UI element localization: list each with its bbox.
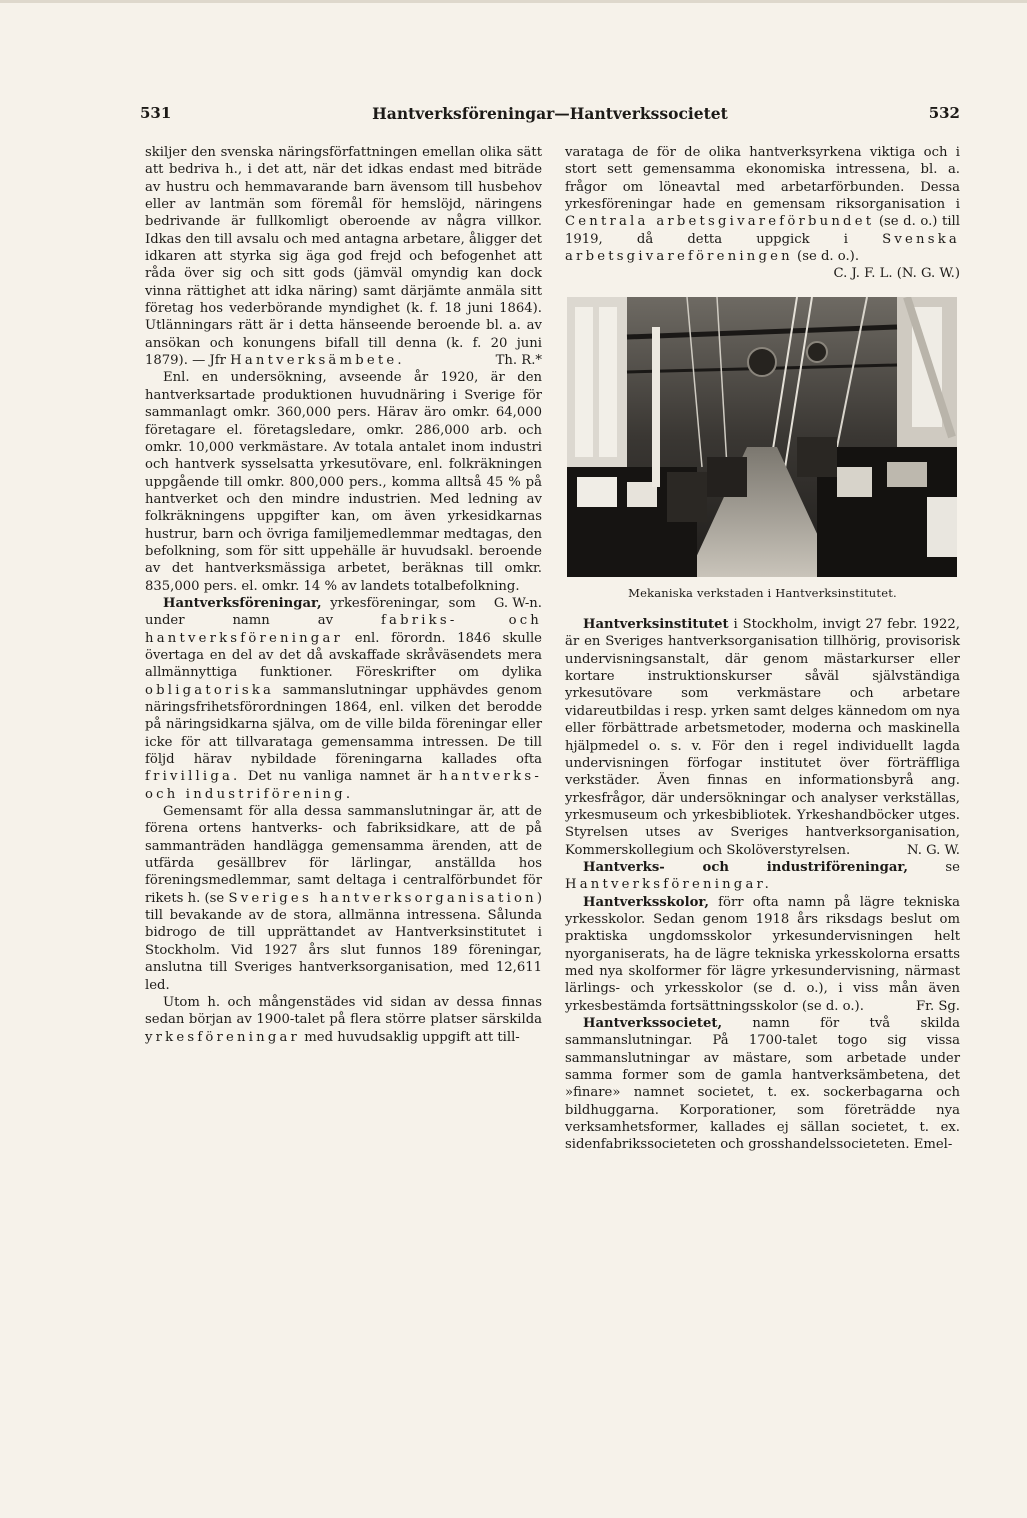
text: yrkesföreningar, som under namn av: [145, 595, 476, 629]
text: förr ofta namn på lägre tekniska yrkesskolor. Sedan genom 1918 års riksdags beslut om praktiska ungdomsskolor yrkesundervisningen helt nyorganiserats, ha de lägre tekniska yrkesskolorna ersatts med nya skolformer för lägre yrkesundervisning, närmast lärlings- och yrkesskolor (se d. o.), i viss mån även yrkesbestämda fortsättningsskolor (se d. o.).: [565, 894, 960, 1014]
text: skiljer den svenska näringsförfattningen emellan olika sätt att bedriva h., i det att, när det idkas endast med biträde av hustru och hemmavarande barn ävensom till husbehov eller av lantmän som föremål för hemslöjd, näringens bedrivande är fullkomligt oberoende av några villkor. Idkas den till avsalu och med antagna arbetare, åligger det idkaren att styrka sig äga god frejd och befogenhet att råda över sig och sitt gods (jämväl omyndig kan dock vinna rättighet att idka näring) samt därjämte anmäla sitt företag hos vederbörande myndighet (k. f. 18 juni 1864). Utlänningars rätt är i detta hänseende beroende bl. a. av ansökan och konungens bifall till denna (k. f. 20 juni 1879). — Jfr: [145, 145, 542, 369]
entry-hantverks-och-industriforeningar: [565, 859, 960, 894]
entry-hantverksforeningar: [145, 595, 542, 803]
page-number-right: 532: [928, 104, 960, 122]
entry-headword: Hantverksinstitutet: [583, 617, 729, 633]
spaced-term: Svenska arbetsgivareföreningen: [565, 231, 960, 265]
text: enl. förordn. 1846 skulle övertaga en del av det då avskaffade skråväsendets mera allmännyttiga funktioner. Föreskrifter om dylika: [145, 630, 542, 681]
entry-headword: Hantverksföreningar,: [163, 595, 322, 611]
text: varataga de för de olika hantverksyrkena viktiga och i stort sett gemensamma ekonomiska intressena, bl. a. frågor om löneavtal med arbetarförbunden. Dessa yrkesföreningar hade en gemensam riksorganisation i: [565, 145, 960, 213]
page-header: [140, 104, 960, 128]
text: i Stockholm, invigt 27 febr. 1922, är en Sveriges hantverksorganisation tillhörig, provisorisk undervisningsanstalt, där genom mästarkurser eller kortare instruktionskurser såväl självständiga yrkesutövare som verkmästare och arbetare vidareutbildas i resp. yrken samt delges kännedom om nya eller förbättrade arbetsmetoder, moderna och maskinella hjälpmedel o. s. v. För den i regel individuellt lagda undervisningen förfogar institutet över förträffliga verkstäder. Även finnas en informationsbyrå ang. yrkesfrågor, där undersökningar och analyser verkställas, yrkesmuseum och yrkesbibliotek. Yrkeshandböcker utges. Styrelsen utses av Sveriges hantverksorganisation, Kommerskollegium och Skolöverstyrelsen.: [565, 617, 960, 858]
entry-headword: Hantverkssocietet,: [583, 1016, 723, 1031]
spaced-term: obligatoriska: [145, 682, 275, 698]
right-column: [565, 144, 960, 1154]
running-title: Hantverksföreningar—Hantverkssocietet: [372, 104, 728, 123]
entry-hantverksinstitutet: [565, 616, 960, 859]
text: med huvudsaklig uppgift att till-: [304, 1029, 520, 1045]
paragraph: [145, 803, 542, 994]
page-top-edge: [0, 0, 1027, 3]
author-signature: Fr. Sg.: [915, 998, 960, 1014]
text: namn för två skilda sammanslutningar. På 1700-talet togo sig vissa sammanslutningar av mästare, som arbetade under samma former som de gamla hantverksämbetena, det »finare» namnet societet, t. ex. sockerbagarna och bildhuggarna. Korporationer, som företrädde nya verksamhetsformer, kallades ej sällan societet, t. ex. sidenfabrikssocieteten och grosshandelssocieteten. Emel-: [565, 1016, 960, 1153]
text: Utom h. och mångenstädes vid sidan av dessa finnas sedan början av 1900-talet på flera större platser särskilda: [145, 994, 542, 1028]
text: Det nu vanliga namnet är: [247, 769, 432, 785]
spaced-term: yrkesföreningar: [145, 1029, 301, 1045]
spaced-term: Centrala arbetsgivareförbundet: [565, 214, 875, 230]
cross-reference: Hantverksföreningar.: [565, 877, 772, 893]
workshop-photo: [567, 297, 957, 577]
text: sammanslutningar upphävdes genom näringsfrihetsförordningen 1864, enl. vilken det berodde på näringsidkarna själva, om de ville bilda föreningar eller icke för att tillvaratagа gemensamma intressen. De till följd härav nybildade föreningarna kallades ofta: [145, 682, 542, 768]
entry-headword: Hantverks- och industriföreningar,: [583, 859, 908, 875]
spaced-term: hantverks- och industriförening.: [145, 769, 542, 802]
entry-headword: Hantverksskolor,: [583, 894, 709, 910]
text: Gemensamt för alla dessa sammanslutningar är, att de förena ortens hantverks- och fabriksidkare, att de på sammanträden handlägga gemensamma ärenden, att de utfärda gesällbrev för lärlingar, anställda hos föreningsmedlemmar, samt deltaga i centralförbundet för rikets h. (se: [145, 804, 542, 906]
entry-hantverksskolor: [565, 894, 960, 1015]
entry-hantverkssocietet: [565, 1015, 960, 1154]
author-signature: N. G. W.: [907, 842, 960, 858]
author-signature: G. W-n.: [493, 595, 542, 611]
workshop-photo-image: [567, 297, 957, 577]
spaced-term: Sveriges hantverksorganisation: [228, 890, 537, 906]
photo-caption: Mekaniska verkstaden i Hantverksinstitutet.: [628, 585, 897, 600]
paragraph: [145, 144, 542, 369]
paragraph: [565, 144, 960, 283]
text: (se d. o.) till 1919, då detta uppgick i: [565, 214, 960, 247]
spaced-term: fabriks- och hantverksföreningar: [145, 613, 542, 646]
author-signature: Th. R.*: [495, 353, 542, 369]
cross-reference: Hantverksämbete.: [230, 353, 405, 369]
paragraph: [145, 994, 542, 1046]
left-column: [145, 144, 542, 1046]
text: se: [945, 859, 960, 875]
page-number-left: 531: [140, 104, 172, 122]
text: ) till bevakande av de stora, allmänna intressena. Sålunda bidrogo de till upprättandet av Hantverksinstitutet i Stockholm. Vid 1927 års slut funnos 189 föreningar, anslutna till Sveriges hantverksorganisation, med 12,611 led.: [145, 890, 542, 993]
author-signature: C. J. F. L. (N. G. W.): [833, 266, 960, 282]
spaced-term: frivilliga.: [145, 769, 241, 785]
text: Enl. en undersökning, avseende år 1920, är den hantverksartade produktionen huvudnäring i Sverige för sammanlagt omkr. 360,000 pers. Härav äro omkr. 64,000 företagare el. företagsledare, omkr. 286,000 arb. och omkr. 10,000 verkmästare. Av totala antalet inom industri och hantverk sysselsatta yrkesutövare, enl. folkräkningen uppgående till omkr. 800,000 pers., komma alltså 45 % på hantverket och den mindre industrien. Med ledning av folkräkningens uppgifter kan, om även yrkesidkarnas hustrur, barn och övriga familjemedlemmar medtagas, den befolkning, som för sitt uppehälle är huvudsakl. beroende av det hantverksmässiga arbetet, beräknas till omkr. 835,000 pers. el. omkr. 14 % av landets totalbefolkning.: [145, 370, 542, 594]
text: (se d. o.).: [797, 249, 860, 265]
